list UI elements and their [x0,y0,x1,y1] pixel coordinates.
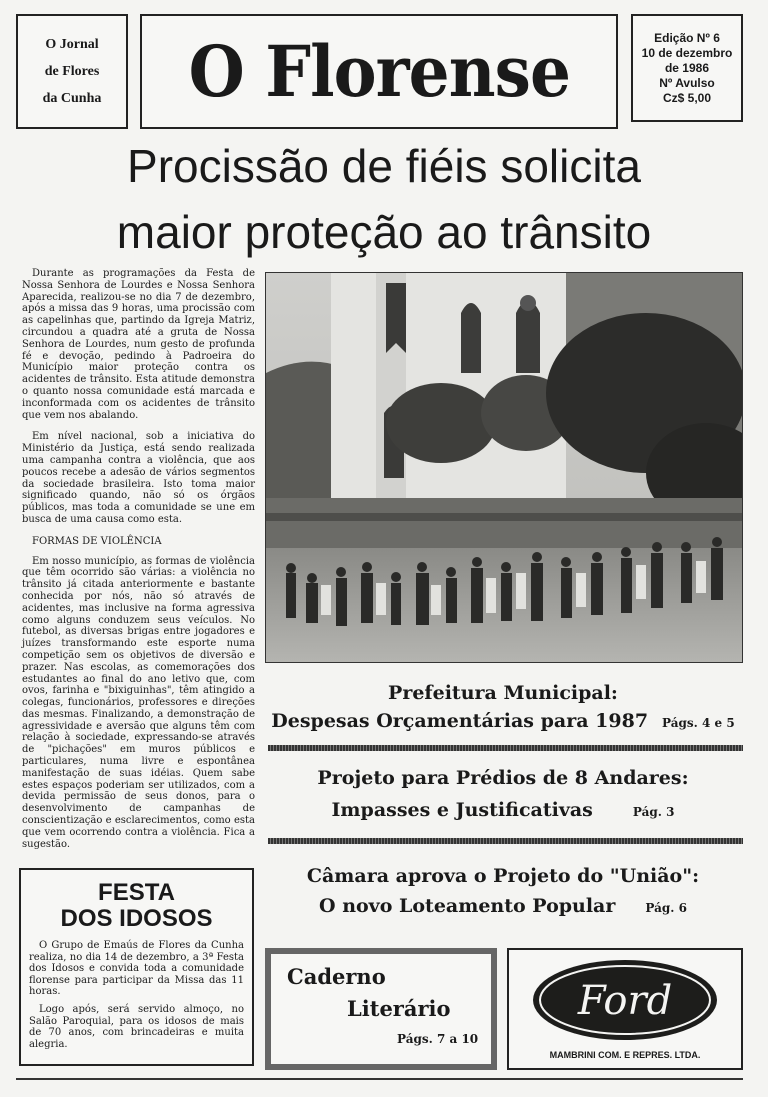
masthead [140,14,618,129]
edition-date: 10 de dezembro [641,45,733,60]
ad-caption: MAMBRINI COM. E REPRES. LTDA. [549,1050,701,1060]
teaser-subtitle: O novo Loteamento Popular [319,895,616,917]
main-headline [20,133,748,265]
teaser-subtitle: Impasses e Justificativas [331,799,593,821]
festa-title [29,880,244,932]
edition-year: de 1986 [664,60,710,75]
tagline-line: de Flores [44,64,100,79]
ford-logo-text: Ford [577,978,673,1024]
tagline-line: da Cunha [42,91,102,106]
article-body [22,268,255,860]
caderno-literario-box [265,948,497,1070]
divider-rule [268,838,743,844]
article-paragraph: Em nível nacional, sob a iniciativa do Ministério da Justiça, está sendo realizada uma campanha contra a violência, que aos poucos recebe a adesão de vários segmentos da sociedade brasileira. Isto toma maior significado quando, não só os órgãos públicos, mas toda a comunidade se une em busca de uma causa como esta. [22,431,255,525]
header-tagline [16,14,128,129]
teaser-title: Prefeitura Municipal: [388,682,618,704]
teaser-prefeitura [268,680,738,738]
single-copy-label: Nº Avulso [659,75,715,90]
festa-paragraph: Logo após, será servido almoço, no Salão Paroquial, para os idosos de mais de 70 anos, com brincadeiras e muita alegria. [29,1003,244,1050]
teaser-title: Projeto para Prédios de 8 Andares: [317,767,689,789]
teaser-subtitle: Despesas Orçamentárias para 1987 [271,710,649,732]
teaser-pages: Pág. 3 [632,805,675,819]
caderno-pages: Págs. 7 a 10 [397,1032,479,1046]
teaser-predios [268,764,738,830]
newspaper-title: O Florense [188,30,570,113]
article-paragraph: Em nosso município, as formas de violência que têm ocorrido são várias: a violência no trânsito já citada anteriormente e bastante conhecida por nós, não só através de acidentes, mas inclusive na forma agressiva como alguns conduzem seus veículos. No futebol, as diversas brigas entre jogadores e juízes transformando este esporte numa competição sem os objetivos de diversão e prazer. Nas escolas, as comemorações dos estudantes ao final do ano letivo que, com ovos, farinha e "bixiguinhas", têm atingido a colegas, funcionários, professores e direções das mesmas. Finalizando, a demonstração de agressividade e aversão que alguns têm com relação à sociedade, expressando-se através de "pichações" em muros públicos e particulares, numa livre e espontânea manifestação de suas idéias. Quem sabe estes espaços poderiam ser utilizados, com a devida permissão de seus donos, para o desenvolvimento de campanhas de conscientização e esclarecimentos, como esta que vem ocorrendo contra a violência. Fica a sugestão. [22,555,255,850]
edition-info [631,14,743,122]
article-subheading: FORMAS DE VIOLÊNCIA [32,535,162,547]
teaser-pages: Págs. 4 e 5 [662,716,735,730]
festa-title-line-1: FESTA [98,879,175,906]
divider-rule [268,745,743,751]
festa-paragraph: O Grupo de Emaús de Flores da Cunha realiza, no dia 14 de dezembro, a 3ª Festa dos Idosos e convida toda a comunidade florense para participar da Missa das 11 horas. [29,940,244,998]
teaser-camara [268,862,738,924]
festa-title-line-2: DOS IDOSOS [60,905,213,932]
tagline-line: O Jornal [45,37,99,52]
article-paragraph: Durante as programações da Festa de Nossa Senhora de Lourdes e Nossa Senhora Aparecida, realizou-se no dia 7 de dezembro, após a missa das 9 horas, uma procissão com as capelinhas que, partindo da Igreja Matriz, circundou a quadra até a gruta de Nossa Senhora de Lourdes, num gesto de profunda fé e devoção, pedindo à Padroeira do Município maior proteção contra os acidentes de trânsito. Esta atitude demonstra o quanto nossa comunidade está marcada e inconformada com os acidentes de trânsito que vem nos abalando. [22,268,255,421]
festa-idosos-box [19,868,254,1066]
headline-line-1: Procissão de fiéis solicita [127,140,641,192]
edition-number: Edição Nº 6 [654,30,720,45]
teaser-title: Câmara aprova o Projeto do "União": [306,865,700,887]
church-procession-image [266,273,743,663]
ford-advertisement [507,948,743,1070]
caderno-line-1: Caderno [287,964,386,989]
headline-line-2: maior proteção ao trânsito [116,206,652,258]
page-bottom-rule [16,1078,743,1080]
teaser-pages: Pág. 6 [645,901,687,915]
caderno-line-2: Literário [347,996,451,1021]
procession-photo [265,272,743,663]
price: Cz$ 5,00 [662,90,712,105]
